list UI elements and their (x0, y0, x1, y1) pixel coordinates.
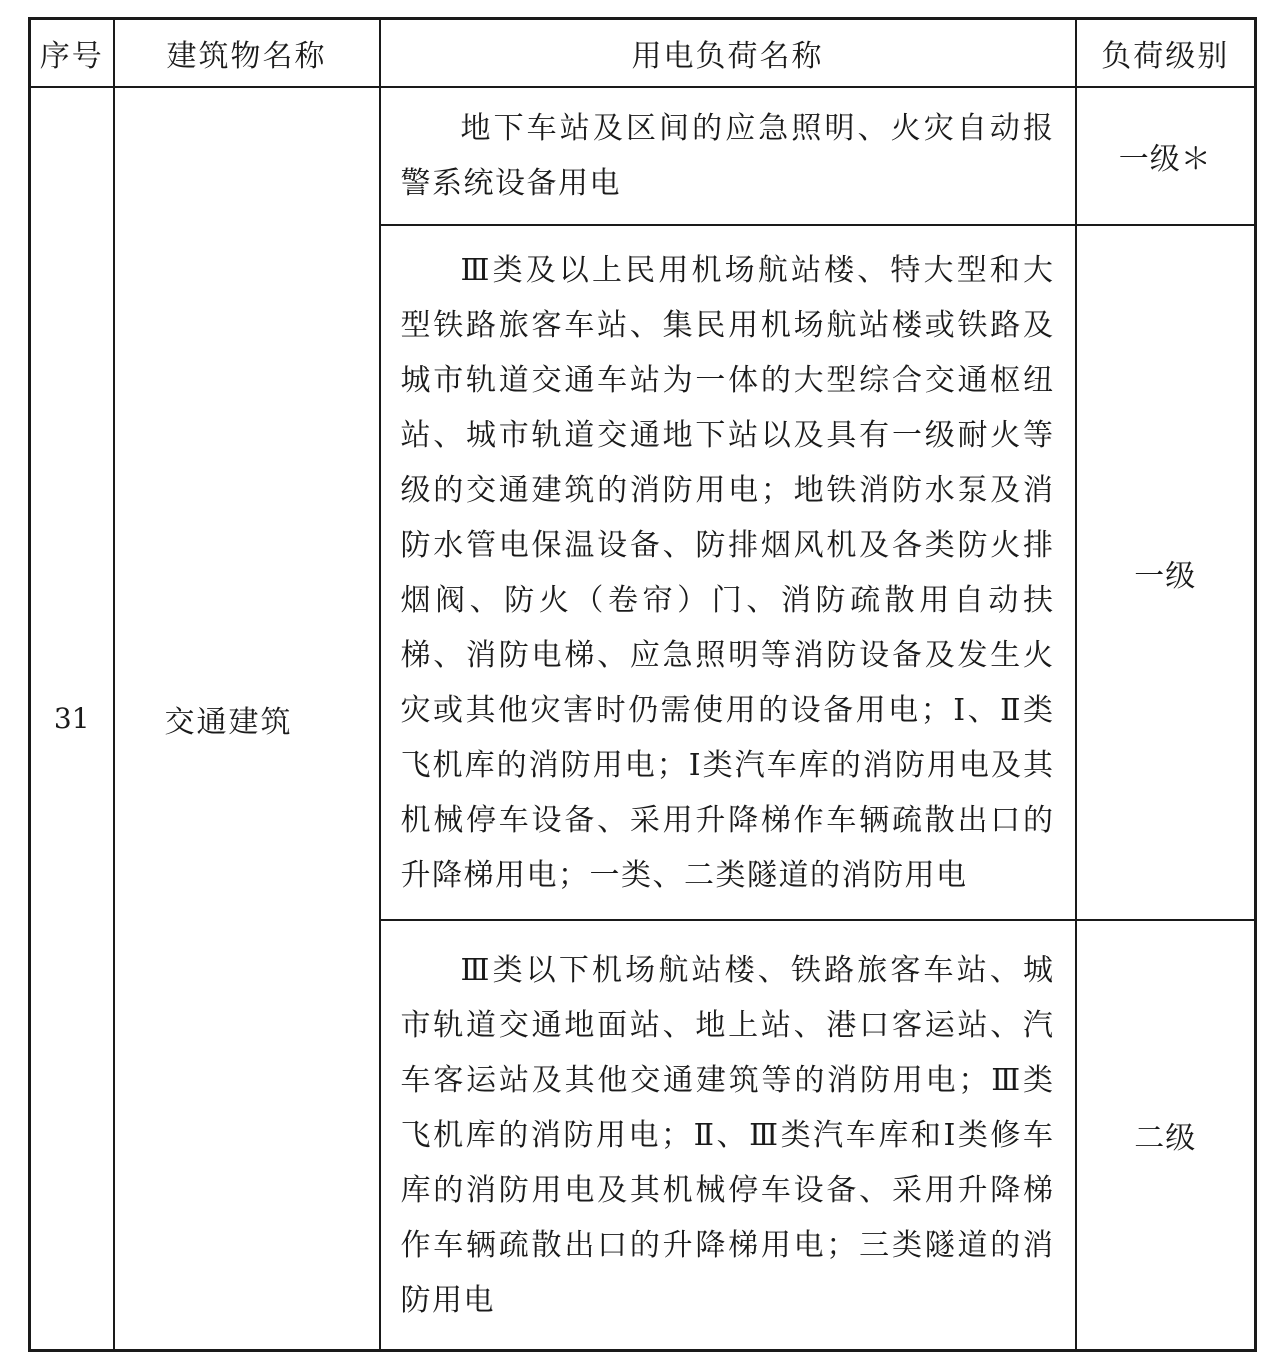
table-header (30, 19, 1256, 88)
seq-cell: 31 (30, 87, 114, 1351)
load-description: 地下车站及区间的应急照明、火灾自动报警系统设备用电 (400, 111, 1055, 201)
load-level-cell: 一级＊ (1076, 87, 1256, 225)
table-body (30, 87, 1256, 1351)
load-classification-table (28, 17, 1257, 1352)
load-description: Ⅲ类以下机场航站楼、铁路旅客车站、城市轨道交通地面站、地上站、港口客运站、汽车客运站及其他交通建筑等的消防用电；Ⅲ类飞机库的消防用电；Ⅱ、Ⅲ类汽车库和Ⅰ类修车库的消防用电及其机械停车设备、采用升降梯作车辆疏散出口的升降梯用电；三类隧道的消防用电 (400, 952, 1055, 1318)
table-row (30, 87, 1256, 225)
load-name-cell (380, 225, 1076, 920)
load-name-cell (380, 87, 1076, 225)
load-level-cell: 二级 (1076, 920, 1256, 1351)
load-level-cell: 一级 (1076, 225, 1256, 920)
header-load-name: 用电负荷名称 (380, 19, 1076, 88)
header-seq: 序号 (30, 19, 114, 88)
load-description: Ⅲ类及以上民用机场航站楼、特大型和大型铁路旅客车站、集民用机场航站楼或铁路及城市轨道交通车站为一体的大型综合交通枢纽站、城市轨道交通地下站以及具有一级耐火等级的交通建筑的消防用电；地铁消防水泵及消防水管电保温设备、防排烟风机及各类防火排烟阀、防火（卷帘）门、消防疏散用自动扶梯、消防电梯、应急照明等消防设备及发生火灾或其他灾害时仍需使用的设备用电；Ⅰ、Ⅱ类飞机库的消防用电；Ⅰ类汽车库的消防用电及其机械停车设备、采用升降梯作车辆疏散出口的升降梯用电；一类、二类隧道的消防用电 (400, 252, 1055, 893)
building-name-cell: 交通建筑 (114, 87, 380, 1351)
load-name-cell (380, 920, 1076, 1351)
header-load-level: 负荷级别 (1076, 19, 1256, 88)
header-building-name: 建筑物名称 (114, 19, 380, 88)
header-row (30, 19, 1256, 88)
